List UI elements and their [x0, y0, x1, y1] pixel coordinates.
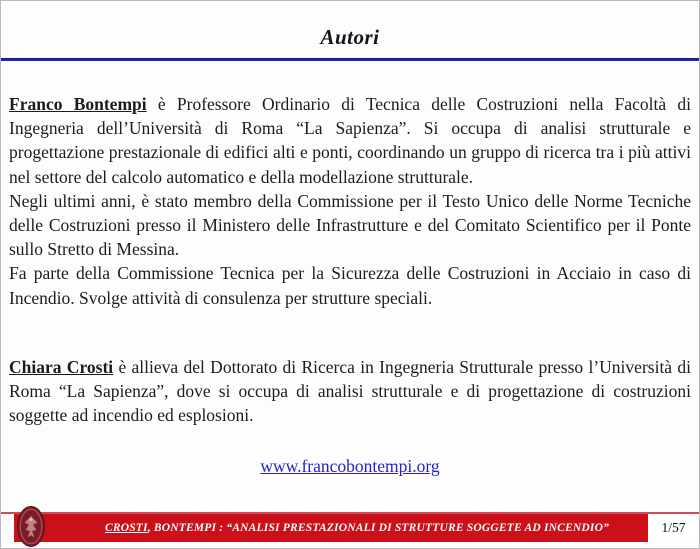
author-name-franco-bontempi: Franco Bontempi [9, 94, 147, 114]
bio-paragraph-commissione [9, 189, 691, 262]
bio-paragraph-franco [9, 92, 691, 189]
page-title: Autori [320, 25, 380, 49]
bio-paragraph-chiara [9, 355, 691, 428]
website-link[interactable]: www.francobontempi.org [260, 456, 440, 477]
bio-text: è Professore Ordinario di Tecnica delle Costruzioni nella Facoltà di Ingegneria dell’Università di Roma “La Sapienza”. Si occupa di analisi strutturale e progettazione prestazionale di edifici alti e ponti, coordinando un gruppo di ricerca tra i più attivi nel settore del calcolo automatico e della modellazione strutturale. [9, 94, 691, 187]
page-number-label: 1/57 [661, 520, 686, 535]
bio-text: è allieva del Dottorato di Ricerca in Ingegneria Strutturale presso l’Università di Roma “La Sapienza”, dove si occupa di analisi strutturale e di progettazione di costruzioni soggette ad incendio ed esplosioni. [9, 356, 691, 426]
footer-banner [14, 514, 648, 542]
university-seal-icon [17, 506, 45, 547]
slide-reference-text [105, 522, 609, 534]
author-name-chiara-crosti: Chiara Crosti [9, 356, 114, 377]
bio-text: Negli ultimi anni, è stato membro della Commissione per il Testo Unico delle Norme Tecniche delle Costruzioni presso il Ministero delle Infrastrutture e del Comitato Scientifico per il Ponte sullo Stretto di Messina. [9, 190, 691, 260]
authors-bio-section [1, 61, 699, 479]
website-link-row [9, 454, 691, 478]
bio-text: Fa parte della Commissione Tecnica per la Sicurezza delle Costruzioni in Acciaio in caso di Incendio. Svolge attività di consulenza per strutture speciali. [9, 263, 691, 308]
reference-author-crosti: CROSTI [104, 522, 148, 534]
bio-paragraph-sicurezza [9, 261, 691, 309]
reference-title: , BONTEMPI : “ANALISI PRESTAZIONALI DI STRUTTURE SOGGETE AD INCENDIO” [147, 522, 610, 534]
page-number-indicator [648, 514, 699, 542]
